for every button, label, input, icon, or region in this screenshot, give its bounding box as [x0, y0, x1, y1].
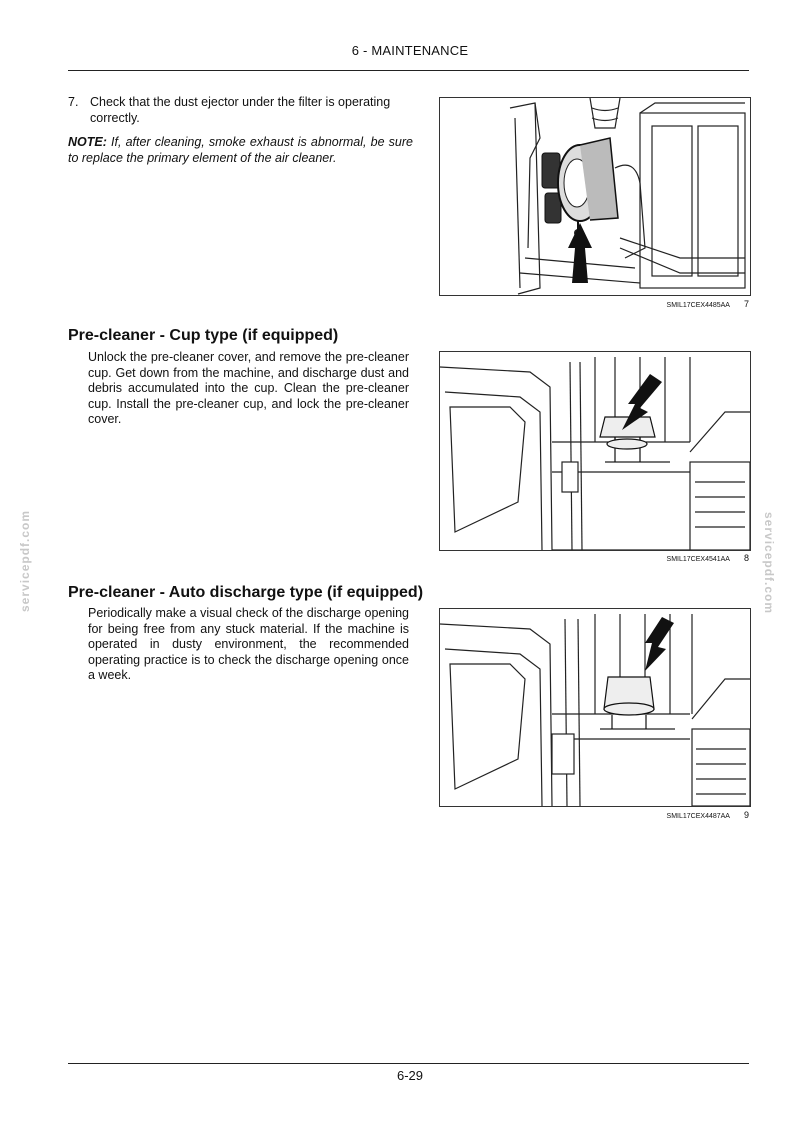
- figure-number: 8: [743, 553, 749, 563]
- figure-number: 9: [743, 810, 749, 820]
- figure-code: SMIL17CEX4487AA: [666, 813, 730, 820]
- figure-pre-cleaner-cup: [439, 351, 751, 551]
- figure-code: SMIL17CEX4541AA: [666, 556, 730, 563]
- step-7: [68, 95, 413, 126]
- pre-cleaner-cup-illustration: [440, 352, 750, 550]
- air-cleaner-illustration: [440, 98, 750, 295]
- header-rule: [68, 70, 749, 71]
- section-body-cup-type: Unlock the pre-cleaner cover, and remove the pre-cleaner cup. Get down from the machine, and discharge dust and debris accumulated into the cup. Clean the pre-cleaner cup. Install the pre-cleaner cup, and lock the pre-cleaner cover.: [88, 350, 409, 426]
- figure-9-caption: [560, 810, 749, 820]
- figure-air-cleaner-dust-ejector: [439, 97, 751, 296]
- pre-cleaner-auto-discharge-illustration: [440, 609, 750, 806]
- figure-8-caption: [560, 553, 749, 563]
- note: [68, 135, 413, 166]
- figure-pre-cleaner-auto-discharge: [439, 608, 751, 807]
- note-label: NOTE:: [68, 135, 107, 149]
- step-text: Check that the dust ejector under the filter is operating correctly.: [90, 95, 391, 125]
- watermark-right: servicepdf.com: [762, 512, 776, 615]
- section-body-auto-discharge: Periodically make a visual check of the discharge opening for being free from any stuck material. If the machine is operated in dusty environment, the recommended operating practice is to check the discharge opening once a week.: [88, 606, 409, 682]
- figure-code: SMIL17CEX4485AA: [666, 302, 730, 309]
- section-heading-auto-discharge: Pre-cleaner - Auto discharge type (if equipped): [68, 584, 424, 601]
- watermark-left: servicepdf.com: [18, 509, 32, 612]
- figure-7-caption: [560, 299, 749, 309]
- page-header-title: 6 - MAINTENANCE: [351, 43, 469, 58]
- step-number: 7.: [68, 95, 79, 109]
- page-number: 6-29: [396, 1068, 424, 1083]
- figure-number: 7: [743, 299, 749, 309]
- note-text: If, after cleaning, smoke exhaust is abnormal, be sure to replace the primary element of the air cleaner.: [68, 135, 413, 165]
- section-heading-cup-type: Pre-cleaner - Cup type (if equipped): [68, 327, 339, 344]
- footer-rule: [68, 1063, 749, 1064]
